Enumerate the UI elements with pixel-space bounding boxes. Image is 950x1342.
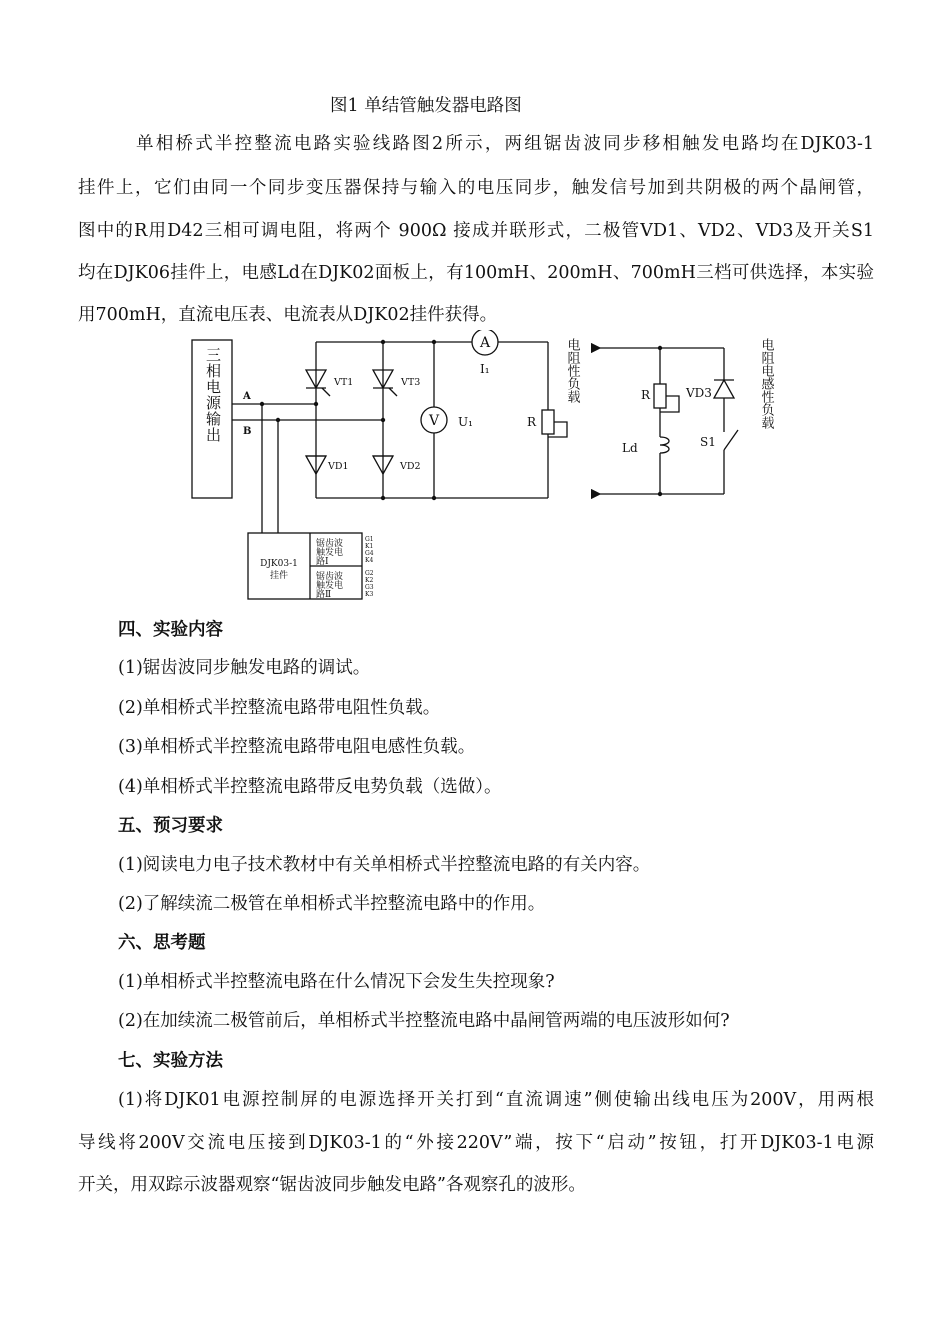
section6-item-1: (1)单相桥式半控整流电路在什么情况下会发生失控现象? [118, 972, 555, 992]
load2-resistor [654, 384, 666, 408]
vd3-diode [714, 380, 734, 398]
intro-line-4: 均在DJK06挂件上，电感Ld在DJK02面板上，有100mH、200mH、700mH三档可供选择，本实验 [78, 263, 874, 283]
pin-k3: K3 [365, 591, 374, 598]
pin-g4: G4 [365, 550, 374, 557]
trig1-line3: 路Ⅰ [316, 557, 329, 567]
vd1-label: VD1 [328, 461, 349, 472]
section4-item-3: (3)单相桥式半控整流电路带电阻电感性负载。 [118, 737, 476, 757]
section5-heading: 五、预习要求 [118, 816, 223, 836]
voltage-label: U₁ [458, 415, 473, 429]
intro-line-1: 单相桥式半控整流电路实验线路图2所示，两组锯齿波同步移相触发电路均在DJK03-1 [136, 134, 874, 154]
trig2-line3: 路Ⅱ [316, 590, 332, 600]
section7-heading: 七、实验方法 [118, 1051, 223, 1071]
pin-g1: G1 [365, 536, 374, 543]
section4-item-2: (2)单相桥式半控整流电路带电阻性负载。 [118, 698, 441, 718]
trig2-line1: 锯齿波 [316, 572, 344, 582]
vd3-label: VD3 [686, 386, 712, 400]
source-label: 三相电源输出 [204, 347, 222, 443]
module-sub: 挂件 [269, 571, 289, 581]
figure1-caption: 图1 单结管触发器电路图 [330, 96, 522, 116]
pin-g3: G3 [365, 584, 374, 591]
section5-item-1: (1)阅读电力电子技术教材中有关单相桥式半控整流电路的有关内容。 [118, 855, 651, 875]
intro-line-2: 挂件上，它们由同一个同步变压器保持与输入的电压同步，触发信号加到共阴极的两个晶闸管， [78, 178, 874, 198]
section5-item-2: (2)了解续流二极管在单相桥式半控整流电路中的作用。 [118, 894, 546, 914]
current-label: I₁ [480, 362, 490, 376]
load1-type-label: 电阻性负载 [564, 338, 580, 403]
module-name: DJK03-1 [260, 559, 298, 569]
load1-r-label: R [526, 415, 536, 429]
intro-line-3: 图中的R用D42三相可调电阻，将两个 900Ω 接成并联形式，二极管VD1、VD2、VD3及开关S1 [78, 221, 874, 241]
load2-type-label: 电阻电感性负载 [758, 338, 774, 429]
section4-item-1: (1)锯齿波同步触发电路的调试。 [118, 658, 371, 678]
ammeter-label: A [479, 335, 491, 351]
s1-switch [724, 430, 738, 450]
section7-line-2: 导线将200V交流电压接到DJK03-1的“外接220V”端，按下“启动”按钮，打开DJK03-1电源 [78, 1133, 874, 1153]
circuit-diagram [185, 330, 795, 605]
section4-item-4: (4)单相桥式半控整流电路带反电势负载（选做）。 [118, 777, 502, 797]
node-b-label: B [243, 426, 252, 437]
pin-k1: K1 [365, 543, 374, 550]
pin-g2: G2 [365, 570, 374, 577]
pin-k2: K2 [365, 577, 374, 584]
ld-label: Ld [622, 441, 638, 455]
voltmeter-label: V [428, 413, 440, 429]
node-a-label: A [243, 391, 251, 402]
trig1-line2: 触发电 [316, 548, 344, 558]
trig2-line2: 触发电 [316, 581, 344, 591]
section6-item-2: (2)在加续流二极管前后，单相桥式半控整流电路中晶闸管两端的电压波形如何? [118, 1011, 730, 1031]
s1-label: S1 [700, 435, 716, 449]
section7-line-3: 开关，用双踪示波器观察“锯齿波同步触发电路”各观察孔的波形。 [78, 1175, 586, 1195]
section7-line-1: (1)将DJK01电源控制屏的电源选择开关打到“直流调速”侧使输出线电压为200V，用两根 [118, 1090, 874, 1110]
section6-heading: 六、思考题 [118, 933, 206, 953]
pin-k4: K4 [365, 557, 374, 564]
intro-line-5: 用700mH，直流电压表、电流表从DJK02挂件获得。 [78, 305, 498, 325]
vt1-label: VT1 [334, 377, 354, 388]
vd2-label: VD2 [400, 461, 421, 472]
ld-inductor [660, 437, 669, 453]
load2-r-label: R [640, 388, 650, 402]
section4-heading: 四、实验内容 [118, 620, 223, 640]
vt3-label: VT3 [401, 377, 421, 388]
trig1-line1: 锯齿波 [316, 539, 344, 549]
load1-resistor [542, 410, 554, 434]
